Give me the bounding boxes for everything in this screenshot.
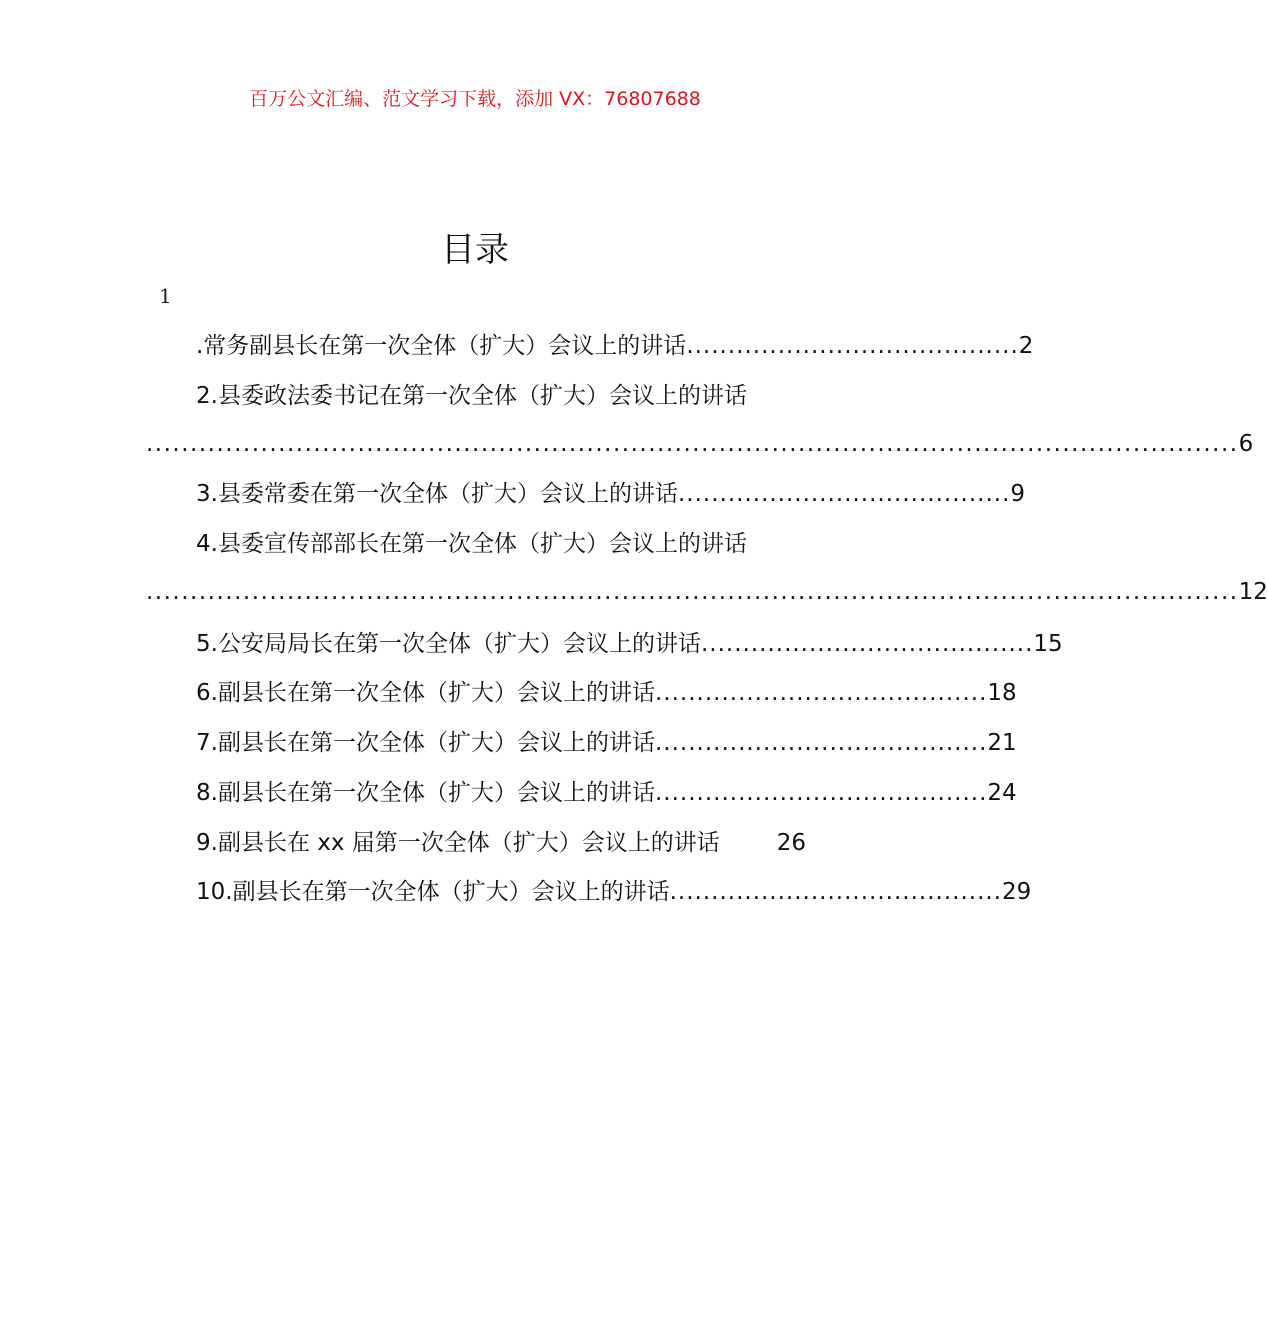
toc-entry-page: 12 <box>1238 579 1268 605</box>
toc-entry-page: 2 <box>1018 333 1034 359</box>
toc-entry-text: .常务副县长在第一次全体（扩大）会议上的讲话 <box>196 333 687 359</box>
toc-entry-text: 9.副县长在 xx 届第一次全体（扩大）会议上的讲话 <box>196 830 720 856</box>
toc-entry[interactable] <box>196 877 1032 907</box>
toc-entry-page: 24 <box>987 780 1017 806</box>
toc-entry-page: 15 <box>1033 631 1063 657</box>
toc-entry-text: 10.副县长在第一次全体（扩大）会议上的讲话 <box>196 879 670 905</box>
toc-entry-page: 21 <box>987 730 1017 756</box>
dot-leader: ........................................ <box>654 730 988 756</box>
toc-entry-page: 18 <box>987 680 1017 706</box>
toc-entry-text: 6.副县长在第一次全体（扩大）会议上的讲话 <box>196 680 655 706</box>
toc-entry[interactable] <box>196 728 1017 758</box>
dot-leader: ........................................ <box>669 879 1003 905</box>
dot-leader: ........................................ <box>686 333 1019 359</box>
toc-entry-page: 29 <box>1002 879 1032 905</box>
toc-entry-continuation[interactable] <box>146 577 1268 607</box>
dot-leader: ........................................ <box>700 631 1034 657</box>
toc-entry[interactable] <box>196 381 806 411</box>
dot-leader: ............................................................................................................................ <box>146 579 1239 605</box>
toc-entry-text: 7.副县长在第一次全体（扩大）会议上的讲话 <box>196 730 655 756</box>
toc-entry[interactable] <box>196 678 1017 708</box>
toc-title: 目录 <box>441 230 509 270</box>
toc-entry-continuation[interactable] <box>146 429 1254 459</box>
toc-entry[interactable] <box>196 529 806 559</box>
toc-entry-text: 4.县委宣传部部长在第一次全体（扩大）会议上的讲话 <box>196 531 747 557</box>
toc-entry-page: 6 <box>1238 431 1254 457</box>
dot-leader: ............................................................................................................................ <box>146 431 1239 457</box>
toc-entry-page: 26 <box>776 830 806 856</box>
dot-leader: ........................................ <box>677 481 1011 507</box>
toc-entry-text: 3.县委常委在第一次全体（扩大）会议上的讲话 <box>196 481 678 507</box>
dot-leader: ........................................ <box>654 780 988 806</box>
toc-entry-page: 9 <box>1010 481 1026 507</box>
toc-entry[interactable] <box>196 331 1034 361</box>
toc-entry-text: 5.公安局局长在第一次全体（扩大）会议上的讲话 <box>196 631 701 657</box>
toc-entry[interactable] <box>196 828 806 858</box>
header-note: 百万公文汇编、范文学习下载，添加 VX：76807688 <box>249 88 701 110</box>
toc-entry-text: 2.县委政法委书记在第一次全体（扩大）会议上的讲话 <box>196 383 747 409</box>
toc-entry[interactable] <box>196 778 1017 808</box>
dot-leader: ........................................ <box>654 680 988 706</box>
page-marker: 1 <box>159 284 172 308</box>
toc-entry[interactable] <box>196 479 1026 509</box>
toc-entry[interactable] <box>196 629 1063 659</box>
toc-entry-text: 8.副县长在第一次全体（扩大）会议上的讲话 <box>196 780 655 806</box>
